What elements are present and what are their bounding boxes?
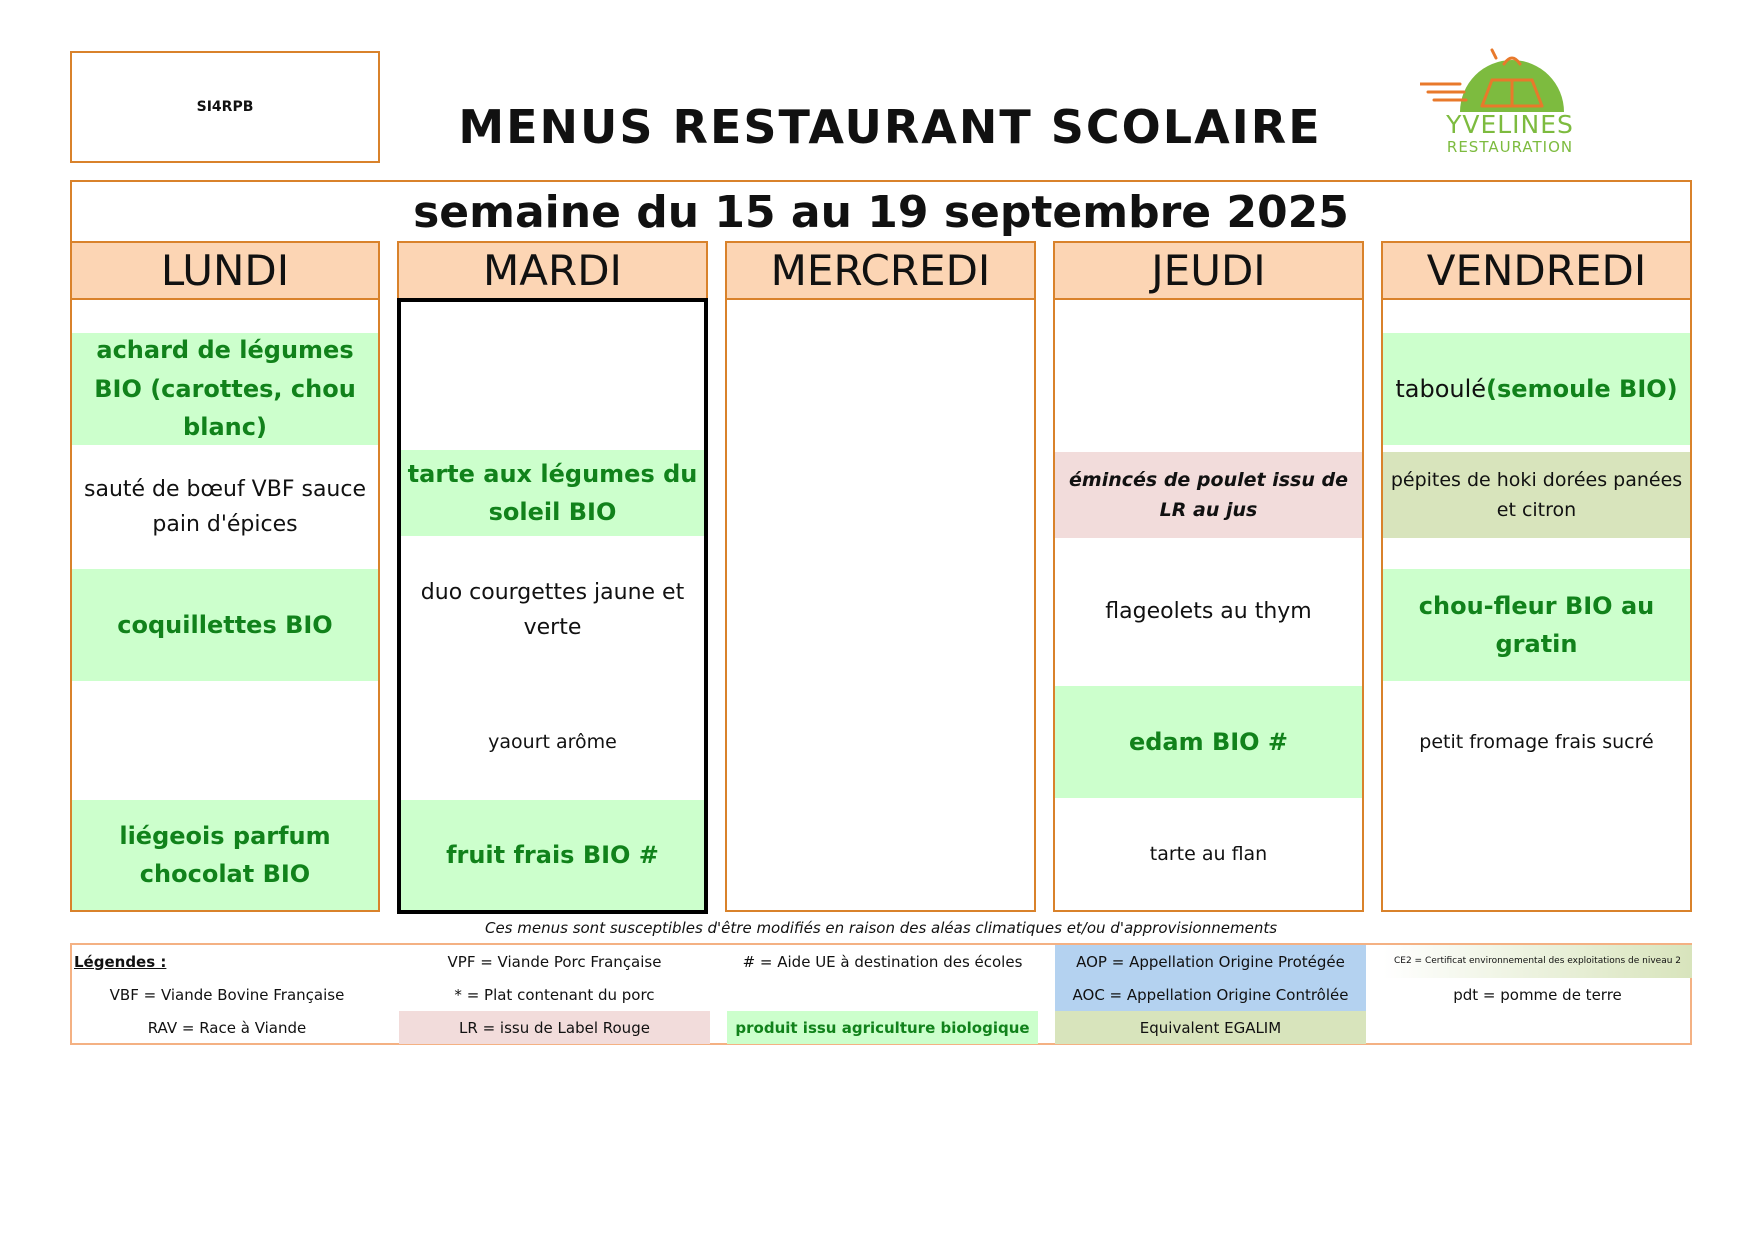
logo-name: YVELINES [1446,110,1574,139]
legend-aop: AOP = Appellation Origine Protégée [1055,945,1366,978]
legend-rav: RAV = Race à Viande [147,1018,307,1037]
legend-egalim: Equivalent EGALIM [1055,1011,1366,1044]
day-header-mardi: MARDI [397,241,708,300]
menu-item-entree-name: taboulé [1395,374,1487,403]
menu-item-entree: achard de légumes BIO (carottes, chou blanc) [72,333,378,445]
day-header-lundi: LUNDI [70,241,380,300]
menu-item-plat: émincés de poulet issu de LR au jus [1055,452,1362,538]
legend-aide-ue: # = Aide UE à destination des écoles [742,952,1023,971]
disclaimer-note: Ces menus sont susceptibles d'être modifiés en raison des aléas climatiques et/ou d'approvisionnements [484,919,1278,937]
menu-item-entree [1383,333,1690,445]
menu-item-laitage: yaourt arôme [488,730,617,753]
legend-vbf: VBF = Viande Bovine Française [109,985,345,1004]
menu-item-accompagnement: chou-fleur BIO au gratin [1383,569,1690,681]
menu-item-entree-detail: (semoule BIO) [1486,374,1678,403]
legend-box [70,943,1692,1045]
menu-item-plat: tarte aux légumes du soleil BIO [399,450,706,536]
legend-bio: produit issu agriculture biologique [727,1011,1038,1044]
menu-item-accompagnement: flageolets au thym [1105,599,1312,625]
day-header-jeudi: JEUDI [1053,241,1364,300]
day-column-jeudi [1053,300,1364,912]
day-column-vendredi [1381,300,1692,912]
menu-item-dessert: tarte au flan [1149,842,1268,865]
school-code-box [70,51,380,163]
logo-subtitle: RESTAURATION [1446,138,1574,156]
day-column-mercredi [725,300,1036,912]
legend-vpf: VPF = Viande Porc Française [447,952,662,971]
menu-item-accompagnement: duo courgettes jaune et verte [420,579,685,640]
day-header-mercredi: MERCREDI [725,241,1036,300]
yvelines-restauration-logo [1420,44,1600,162]
legend-ce2: CE2 = Certificat environnemental des exploitations de niveau 2 [1383,945,1692,978]
legend-label-rouge: LR = issu de Label Rouge [399,1011,710,1044]
week-title: semaine du 15 au 19 septembre 2025 [70,180,1692,242]
menu-item-laitage: edam BIO # [1055,686,1362,798]
menu-item-dessert: liégeois parfum chocolat BIO [72,800,378,910]
day-column-lundi [70,300,380,912]
legend-pdt: pdt = pomme de terre [1453,985,1622,1004]
legend-porc: * = Plat contenant du porc [454,985,655,1004]
legend-aoc: AOC = Appellation Origine Contrôlée [1055,978,1366,1011]
menu-item-plat: pépites de hoki dorées panées et citron [1383,452,1690,538]
page-title: MENUS RESTAURANT SCOLAIRE [458,100,1322,154]
day-header-vendredi: VENDREDI [1381,241,1692,300]
menu-item-plat: sauté de bœuf VBF sauce pain d'épices [84,476,366,537]
school-code: SI4RPB [196,99,254,115]
menu-item-laitage: petit fromage frais sucré [1419,730,1654,753]
selected-day-outline [397,298,708,914]
legend-title: Légendes : [74,952,167,971]
menu-item-accompagnement: coquillettes BIO [72,569,378,681]
menu-item-dessert: fruit frais BIO # [399,800,706,910]
